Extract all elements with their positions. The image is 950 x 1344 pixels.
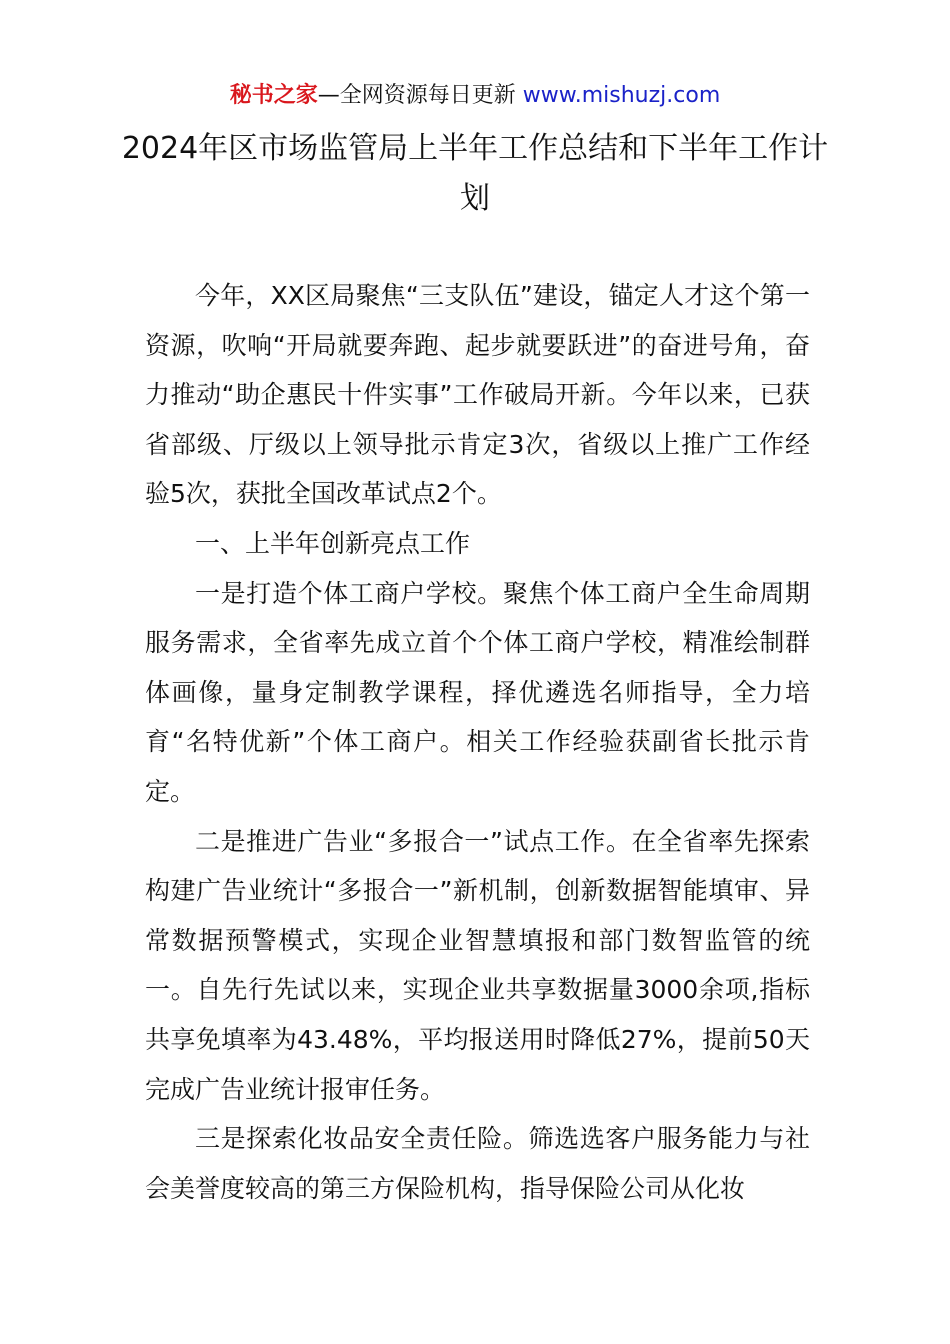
paragraph-item-3: 三是探索化妆品安全责任险。筛选选客户服务能力与社会美誉度较高的第三方保险机构，指导保险公司从化妆 [145,1124,810,1203]
section-heading: 一、上半年创新亮点工作 [195,528,471,558]
brand-name: 秘书之家 [229,83,318,108]
document-title: 2024年区市场监管局上半年工作总结和下半年工作计划 [121,131,829,216]
paragraph-item-1: 一是打造个体工商户学校。聚焦个体工商户全生命周期服务需求，全省率先成立首个个体工商户学校，精准绘制群体画像，量身定制教学课程，择优遴选名师指导，全力培育“名特优新”个体工商户。相关工作经验获副省长批示肯定。 [145,578,810,806]
header-tagline: —全网资源每日更新 [317,83,523,108]
site-header [0,80,950,112]
paragraph-item-2: 二是推进广告业“多报合一”试点工作。在全省率先探索构建广告业统计“多报合一”新机制，创新数据智能填审、异常数据预警模式，实现企业智慧填报和部门数智监管的统一。自先行先试以来，实现企业共享数据量3000余项,指标共享免填率为43.48%，平均报送用时降低27%，提前50天完成广告业统计报审任务。 [145,826,810,1104]
document-body [145,271,810,1213]
paragraph-intro: 今年，XX区局聚焦“三支队伍”建设，锚定人才这个第一资源，吹响“开局就要奔跑、起步就要跃进”的奋进号角，奋力推动“助企惠民十件实事”工作破局开新。今年以来，已获省部级、厅级以上领导批示肯定3次，省级以上推广工作经验5次，获批全国改革试点2个。 [145,281,810,509]
site-url-link[interactable]: www.mishuzj.com [522,83,721,108]
